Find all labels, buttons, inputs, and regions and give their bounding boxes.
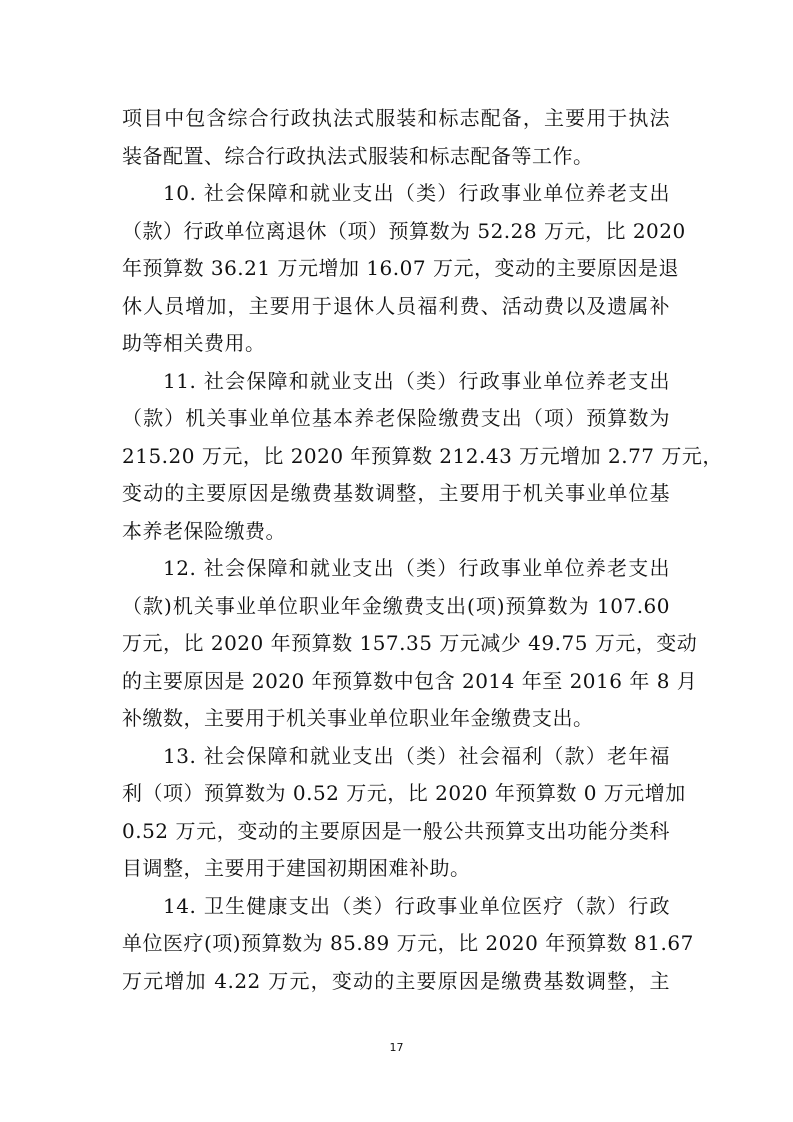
paragraph-10-first-line: 10. 社会保障和就业支出（类）行政事业单位养老支出 — [163, 181, 670, 205]
text-line: 变动的主要原因是缴费基数调整，主要用于机关事业单位基 — [122, 481, 670, 505]
paragraph-14-first-line: 14. 卫生健康支出（类）行政事业单位医疗（款）行政 — [163, 893, 670, 918]
text-line: 目调整，主要用于建国初期困难补助。 — [122, 856, 471, 880]
text-line: 本养老保险缴费。 — [122, 518, 286, 543]
paragraph-12-first-line: 12. 社会保障和就业支出（类）行政事业单位养老支出 — [163, 556, 670, 580]
text-line: 万元，比 2020 年预算数 157.35 万元减少 49.75 万元，变动 — [122, 631, 698, 655]
text-line: 年预算数 36.21 万元增加 16.07 万元，变动的主要原因是退 — [122, 256, 679, 280]
text-line: 215.20 万元，比 2020 年预算数 212.43 万元增加 2.77 万元， — [122, 443, 723, 468]
paragraph-11-first-line: 11. 社会保障和就业支出（类）行政事业单位养老支出 — [163, 368, 670, 393]
text-line: 装备配置、综合行政执法式服装和标志配备等工作。 — [122, 143, 594, 168]
text-line: 利（项）预算数为 0.52 万元，比 2020 年预算数 0 万元增加 — [122, 781, 686, 805]
page-number: 17 — [389, 1041, 404, 1054]
text-line: 单位医疗(项)预算数为 85.89 万元，比 2020 年预算数 81.67 — [122, 931, 694, 955]
text-line: 项目中包含综合行政执法式服装和标志配备，主要用于执法 — [122, 106, 670, 130]
text-line: 0.52 万元，变动的主要原因是一般公共预算支出功能分类科 — [122, 818, 670, 843]
text-line: （款）机关事业单位基本养老保险缴费支出（项）预算数为 — [122, 406, 670, 430]
text-line: 万元增加 4.22 万元，变动的主要原因是缴费基数调整，主 — [122, 968, 670, 993]
text-line: （款)机关事业单位职业年金缴费支出(项)预算数为 107.60 — [122, 593, 670, 618]
text-line: （款）行政单位离退休（项）预算数为 52.28 万元，比 2020 — [122, 218, 686, 243]
text-line: 休人员增加，主要用于退休人员福利费、活动费以及遗属补 — [122, 293, 670, 318]
text-line: 的主要原因是 2020 年预算数中包含 2014 年至 2016 年 8 月 — [122, 668, 698, 693]
text-line: 助等相关费用。 — [122, 331, 266, 355]
paragraph-13-first-line: 13. 社会保障和就业支出（类）社会福利（款）老年福 — [163, 743, 670, 768]
text-line: 补缴数，主要用于机关事业单位职业年金缴费支出。 — [122, 706, 594, 730]
document-body — [122, 100, 723, 1000]
